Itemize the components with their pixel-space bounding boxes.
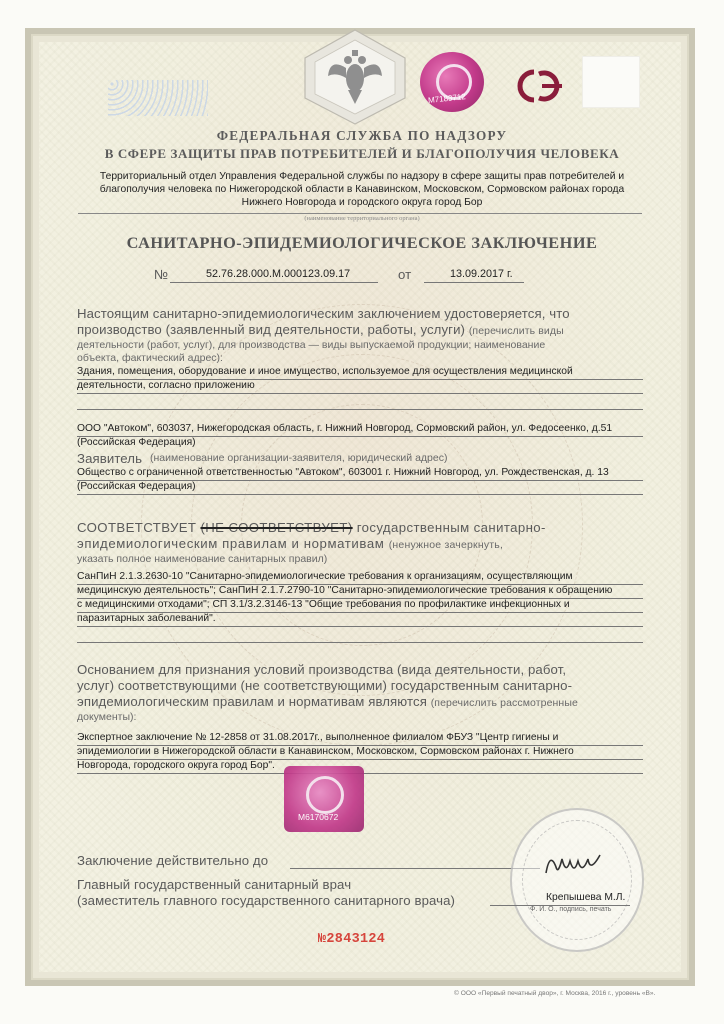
applicant-value-1: Общество с ограниченной ответственностью "Автоком", 603001 г. Нижний Новгород, ул. Рождественская, д. 13 <box>77 467 609 478</box>
not-conforms-struck: (НЕ СООТВЕТСТВУЕТ) <box>200 520 353 535</box>
object-description-1: Здания, помещения, оборудование и иное имущество, используемое для осуществления медицинской <box>77 366 573 377</box>
conformity-line3: указать полное наименование санитарных правил) <box>77 553 328 565</box>
office-line3: Нижнего Новгорода и городского округа город Бор <box>241 197 483 208</box>
intro-line3: деятельности (работ, услуг), для производства — виды выпускаемой продукции; наименование <box>77 339 546 351</box>
applicant-value-2: (Российская Федерация) <box>77 481 196 492</box>
conformity-line2-hint: (ненужное зачеркнуть, <box>388 539 504 551</box>
signatory-name: Крепышева М.Л. <box>546 892 626 903</box>
signatory-title: Главный государственный санитарный врач <box>77 877 352 892</box>
conformity-line2 <box>77 536 503 552</box>
object-description-2: деятельности, согласно приложению <box>77 380 255 391</box>
office-caption: (наименование территориального органа) <box>304 215 420 222</box>
applicant-caption: (наименование организации-заявителя, юридический адрес) <box>150 452 448 464</box>
hologram2-code: M6170672 <box>298 812 339 822</box>
ce-mark-icon <box>506 66 568 106</box>
conclusion-date: 13.09.2017 г. <box>450 268 513 280</box>
intro-line2-hint: (перечислить виды <box>468 325 564 337</box>
conformity-line1 <box>77 520 546 536</box>
conformity-line1-end: государственным санитарно- <box>356 520 546 535</box>
signatory-deputy: (заместитель главного государственного санитарного врача) <box>77 893 456 908</box>
conforms-word: СООТВЕТСТВУЕТ <box>77 520 197 535</box>
security-pattern <box>108 80 208 116</box>
object-address-1: ООО "Автоком", 603037, Нижегородская область, г. Нижний Новгород, Сормовский район, ул. Федосеенко, д.51 <box>77 423 613 434</box>
handwritten-signature <box>540 845 610 883</box>
coat-of-arms-emblem <box>300 28 410 126</box>
basis-line3 <box>77 694 578 710</box>
date-label: от <box>398 267 412 282</box>
basis-line3-hint: (перечислить рассмотренные <box>430 697 578 709</box>
conclusion-number: 52.76.28.000.М.000123.09.17 <box>206 268 351 280</box>
agency-name-line2: В СФЕРЕ ЗАЩИТЫ ПРАВ ПОТРЕБИТЕЛЕЙ И БЛАГОПОЛУЧИЯ ЧЕЛОВЕКА <box>104 146 620 161</box>
basis-line1: Основанием для признания условий производства (вида деятельности, работ, <box>77 662 567 677</box>
certification-mark <box>506 66 568 106</box>
intro-line1: Настоящим санитарно-эпидемиологическим заключением удостоверяется, что <box>77 306 570 321</box>
intro-line2 <box>77 322 564 338</box>
basis-line3-main: эпидемиологическим правилам и нормативам являются <box>77 694 427 709</box>
office-line2: благополучия человека по Нижегородской области в Канавинском, Московском, Сормовском районах города <box>99 184 625 195</box>
document-title: САНИТАРНО-ЭПИДЕМИОЛОГИЧЕСКОЕ ЗАКЛЮЧЕНИЕ <box>126 233 598 252</box>
intro-line4: объекта, фактический адрес): <box>77 352 223 364</box>
hologram-code: M7183712 <box>427 92 467 105</box>
number-label: № <box>154 267 169 282</box>
sanitary-rules-4: паразитарных заболеваний". <box>77 613 216 624</box>
expert-opinion-1: Экспертное заключение № 12-2858 от 31.08.2017г., выполненное филиалом ФБУЗ "Центр гигиены и <box>77 732 559 743</box>
object-address-2: (Российская Федерация) <box>77 437 196 448</box>
applicant-label: Заявитель <box>77 451 143 466</box>
sanitary-rules-3: с медицинскими отходами"; СП 3.1/3.2.3146-13 "Общие требования по профилактике инфекционных и <box>77 599 570 610</box>
intro-line2-main: производство (заявленный вид деятельности, работы, услуги) <box>77 322 466 337</box>
agency-name-line1: ФЕДЕРАЛЬНАЯ СЛУЖБА ПО НАДЗОРУ <box>216 128 508 143</box>
sanitary-rules-2: медицинскую деятельность"; СанПиН 2.1.7.2790-10 "Санитарно-эпидемиологические требования к обращению <box>77 585 613 596</box>
basis-line4: документы): <box>77 711 137 723</box>
paper-patch <box>582 56 640 108</box>
printer-imprint: © ООО «Первый печатный двор», г. Москва, 2016 г., уровень «В». <box>454 990 656 997</box>
expert-opinion-3: Новгорода, городского округа город Бор". <box>77 760 275 771</box>
office-line1: Территориальный отдел Управления Федеральной службы по надзору в сфере защиты прав потребителей и <box>99 171 625 182</box>
signature-caption: Ф. И. О., подпись, печать <box>530 906 612 913</box>
expert-opinion-2: эпидемиологии в Нижегородской области в Канавинском, Московском, Сормовском районах г. Нижнего <box>77 746 574 757</box>
validity-label: Заключение действительно до <box>77 853 269 868</box>
conformity-line2-main: эпидемиологическим правилам и нормативам <box>77 536 385 551</box>
hologram-sticker-2 <box>284 766 364 832</box>
serial-number: №2843124 <box>318 932 386 947</box>
hologram-sticker <box>420 52 484 112</box>
sanitary-rules-1: СанПиН 2.1.3.2630-10 "Санитарно-эпидемиологические требования к организациям, осуществляющим <box>77 571 573 582</box>
basis-line2: услуг) соответствующими (не соответствующими) государственным санитарно- <box>77 678 573 693</box>
